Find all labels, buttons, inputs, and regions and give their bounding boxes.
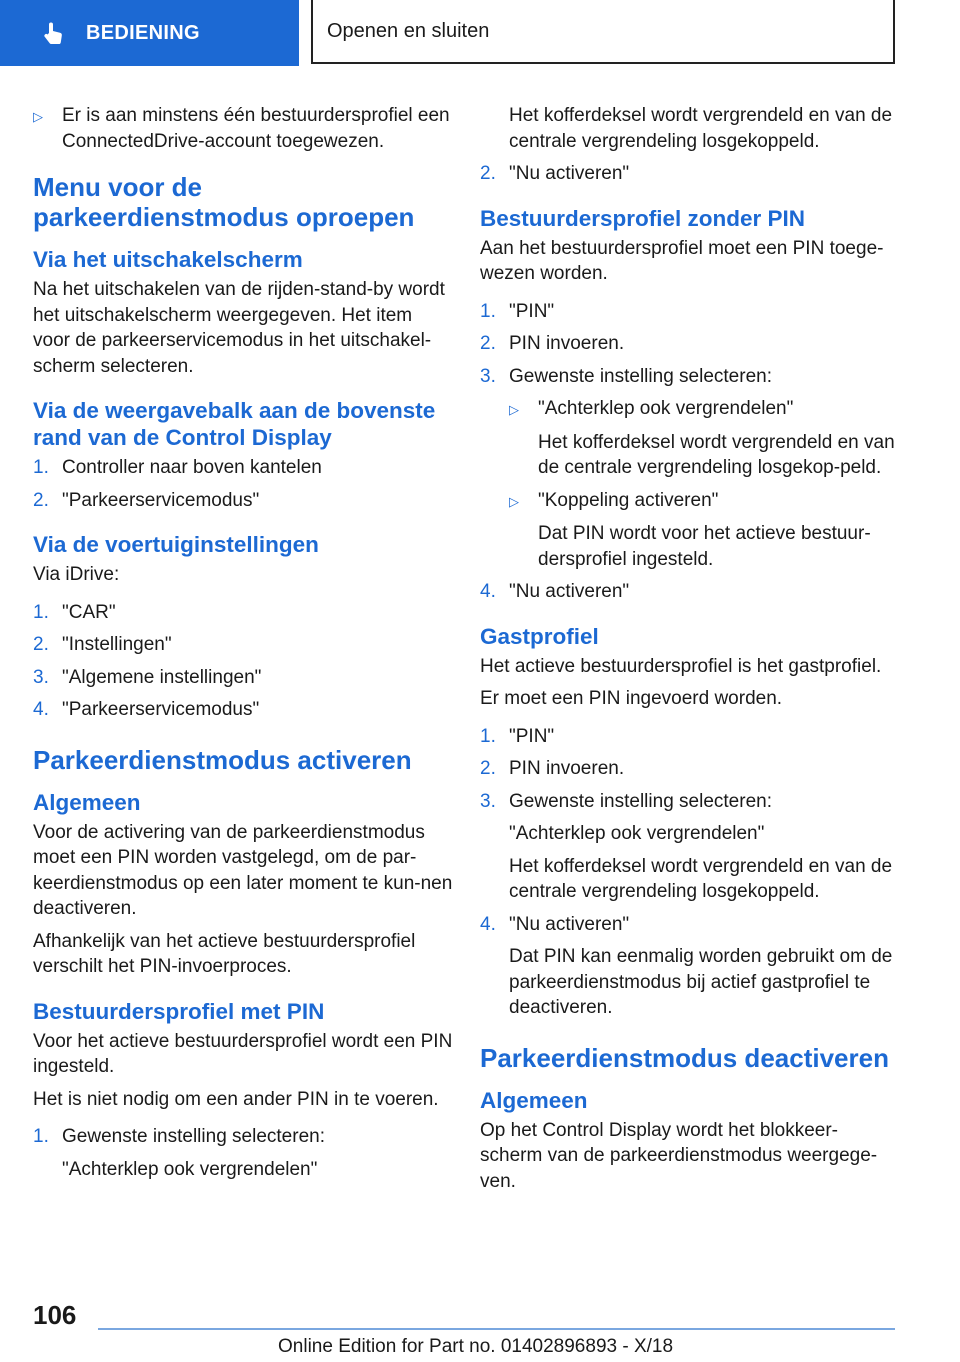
heading-activeren: Parkeerdienstmodus activeren	[33, 744, 412, 775]
list-item: 3. "Algemene instellingen"	[33, 666, 262, 688]
sub-list-item: ▷ "Achterklep ook vergrendelen"	[480, 396, 900, 423]
list-item-continuation: Dat PIN kan eenmalig worden gebruikt om de parkeerdienstmodus bij actief gastprofiel te deactiveren.	[509, 946, 893, 1018]
heading-algemeen: Algemeen	[33, 789, 141, 815]
footer-edition: Online Edition for Part no. 01402896893 - X/18	[278, 1336, 674, 1357]
heading-algemeen: Algemeen	[480, 1087, 588, 1113]
sub-list-continuation: Het kofferdeksel wordt vergrendeld en van de centrale vergrendeling losgekop-peld.	[538, 431, 895, 478]
bullet-triangle-icon: ▷	[509, 493, 519, 509]
heading-met-pin: Bestuurdersprofiel met PIN	[33, 998, 325, 1024]
heading-weergavebalk: Via de weergavebalk aan de bovenste rand van de Control Display	[33, 398, 436, 450]
list-item: 1. Controller naar boven kantelen	[33, 457, 322, 478]
list-item: 2. PIN invoeren.	[480, 758, 625, 779]
paragraph: Voor het actieve bestuurdersprofiel wordt een PIN ingesteld.	[33, 1030, 453, 1077]
hand-pointer-icon	[40, 19, 68, 47]
list-item: 3. Gewenste instelling selecteren:	[480, 790, 772, 812]
heading-gastprofiel: Gastprofiel	[480, 623, 599, 649]
paragraph: Na het uitschakelen van de rijden-stand-by wordt het uitschakelscherm weergegeven. Het item voor de parkeerservicemodus in het uitschakel-scherm selecteren.	[33, 279, 445, 377]
list-item: 2. "Nu activeren"	[480, 163, 630, 184]
list-item: 2. PIN invoeren.	[480, 333, 625, 354]
footer-divider	[98, 1328, 895, 1330]
paragraph: Afhankelijk van het actieve bestuurdersprofiel verschilt het PIN-invoerproces.	[33, 930, 416, 977]
list-item: 4. "Nu activeren"	[480, 913, 630, 935]
heading-voertuiginstellingen: Via de voertuiginstellingen	[33, 532, 319, 557]
section-label: BEDIENING	[86, 21, 200, 44]
list-item-continuation: "Achterklep ook vergrendelen"	[62, 1158, 318, 1180]
list-item: 1. "PIN"	[480, 725, 555, 747]
paragraph: Het actieve bestuurdersprofiel is het gastprofiel.	[480, 655, 882, 677]
heading-uitschakelscherm: Via het uitschakelscherm	[33, 247, 303, 272]
chapter-header	[311, 0, 895, 64]
paragraph: Aan het bestuurdersprofiel moet een PIN toege-wezen worden.	[480, 237, 884, 284]
heading-deactiveren: Parkeerdienstmodus deactiveren	[480, 1042, 889, 1073]
sub-list-item: ▷ "Koppeling activeren"	[480, 488, 900, 515]
section-tab	[0, 0, 299, 66]
list-item-continuation: "Achterklep ook vergrendelen"	[509, 823, 765, 844]
list-item: 1. Gewenste instelling selecteren:	[33, 1126, 325, 1147]
bullet-triangle-icon: ▷	[33, 109, 43, 124]
page-number: 106	[33, 1300, 77, 1330]
heading-zonder-pin: Bestuurdersprofiel zonder PIN	[480, 205, 806, 231]
list-item: ▷ Er is aan minstens één bestuurdersprofiel een ConnectedDrive-account toegewezen.	[33, 103, 453, 154]
list-item: 2. "Instellingen"	[33, 634, 172, 655]
list-item: 4. "Nu activeren"	[480, 581, 630, 602]
list-item-continuation: Het kofferdeksel wordt vergrendeld en van de centrale vergrendeling losgekoppeld.	[509, 105, 893, 152]
paragraph: Via iDrive:	[33, 564, 120, 585]
paragraph: Op het Control Display wordt het blokkeer-scherm van de parkeerdienstmodus weergege-ven.	[480, 1119, 878, 1192]
paragraph: Het is niet nodig om een ander PIN in te voeren.	[33, 1088, 439, 1110]
sub-list-continuation: Dat PIN wordt voor het actieve bestuur-dersprofiel ingesteld.	[538, 523, 871, 570]
heading-menu: Menu voor de parkeerdienstmodus oproepen	[33, 172, 415, 232]
list-item: 4. "Parkeerservicemodus"	[33, 699, 260, 720]
right-column	[480, 103, 900, 1201]
chapter-title: Openen en sluiten	[327, 19, 490, 42]
list-item-continuation: Het kofferdeksel wordt vergrendeld en van de centrale vergrendeling losgekoppeld.	[509, 855, 893, 902]
paragraph: Voor de activering van de parkeerdienstmodus moet een PIN worden vastgelegd, om de par-keerdienstmodus op een later moment te kun-nen deactiveren.	[33, 821, 453, 919]
paragraph: Er moet een PIN ingevoerd worden.	[480, 688, 783, 709]
left-column	[33, 103, 453, 1189]
list-item: 1. "PIN"	[480, 300, 555, 322]
bullet-triangle-icon: ▷	[509, 402, 519, 417]
list-item: 1. "CAR"	[33, 601, 116, 623]
list-item: 3. Gewenste instelling selecteren:	[480, 365, 772, 387]
list-item: 2. "Parkeerservicemodus"	[33, 489, 260, 511]
